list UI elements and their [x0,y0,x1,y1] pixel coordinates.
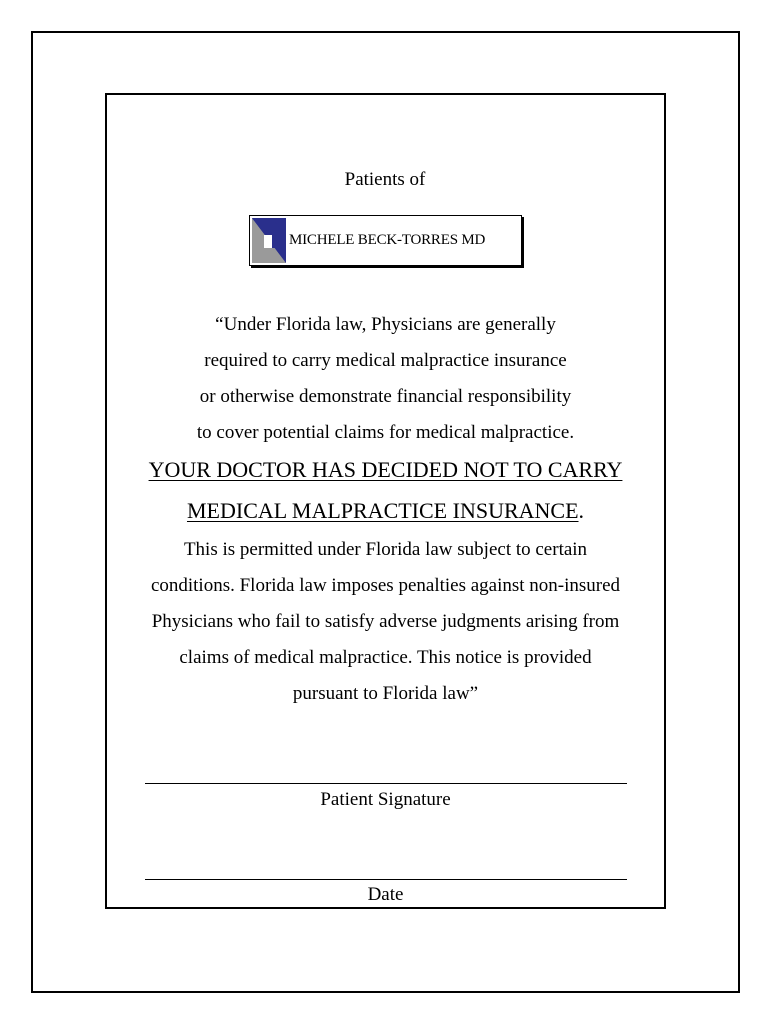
patients-of-heading: Patients of [344,169,426,190]
warning-text: MEDICAL MALPRACTICE INSURANCE [186,498,579,523]
notice-line: “Under Florida law, Physicians are generally [215,314,556,335]
notice-line: pursuant to Florida law” [292,683,479,704]
patient-signature-label: Patient Signature [320,789,451,810]
date-label: Date [367,884,404,905]
practice-logo [249,215,522,266]
patient-signature-line[interactable] [145,783,627,784]
warning-line-2 [107,498,664,524]
notice-line: conditions. Florida law imposes penalties against non-insured [150,575,621,596]
notice-line: This is permitted under Florida law subject to certain [183,539,588,560]
notice-line: claims of medical malpractice. This notice is provided [179,647,592,668]
notice-line: required to carry medical malpractice insurance [204,350,567,371]
practice-name: MICHELE BECK-TORRES MD [289,232,486,248]
practice-logo-mark-icon [252,218,286,263]
notice-line: to cover potential claims for medical malpractice. [196,422,575,443]
warning-period: . [578,498,585,523]
notice-line: Physicians who fail to satisfy adverse judgments arising from [151,611,620,632]
warning-line-1 [107,457,664,483]
notice-line: or otherwise demonstrate financial responsibility [199,386,572,407]
warning-text: YOUR DOCTOR HAS DECIDED NOT TO CARRY [148,457,623,482]
date-line[interactable] [145,879,627,880]
